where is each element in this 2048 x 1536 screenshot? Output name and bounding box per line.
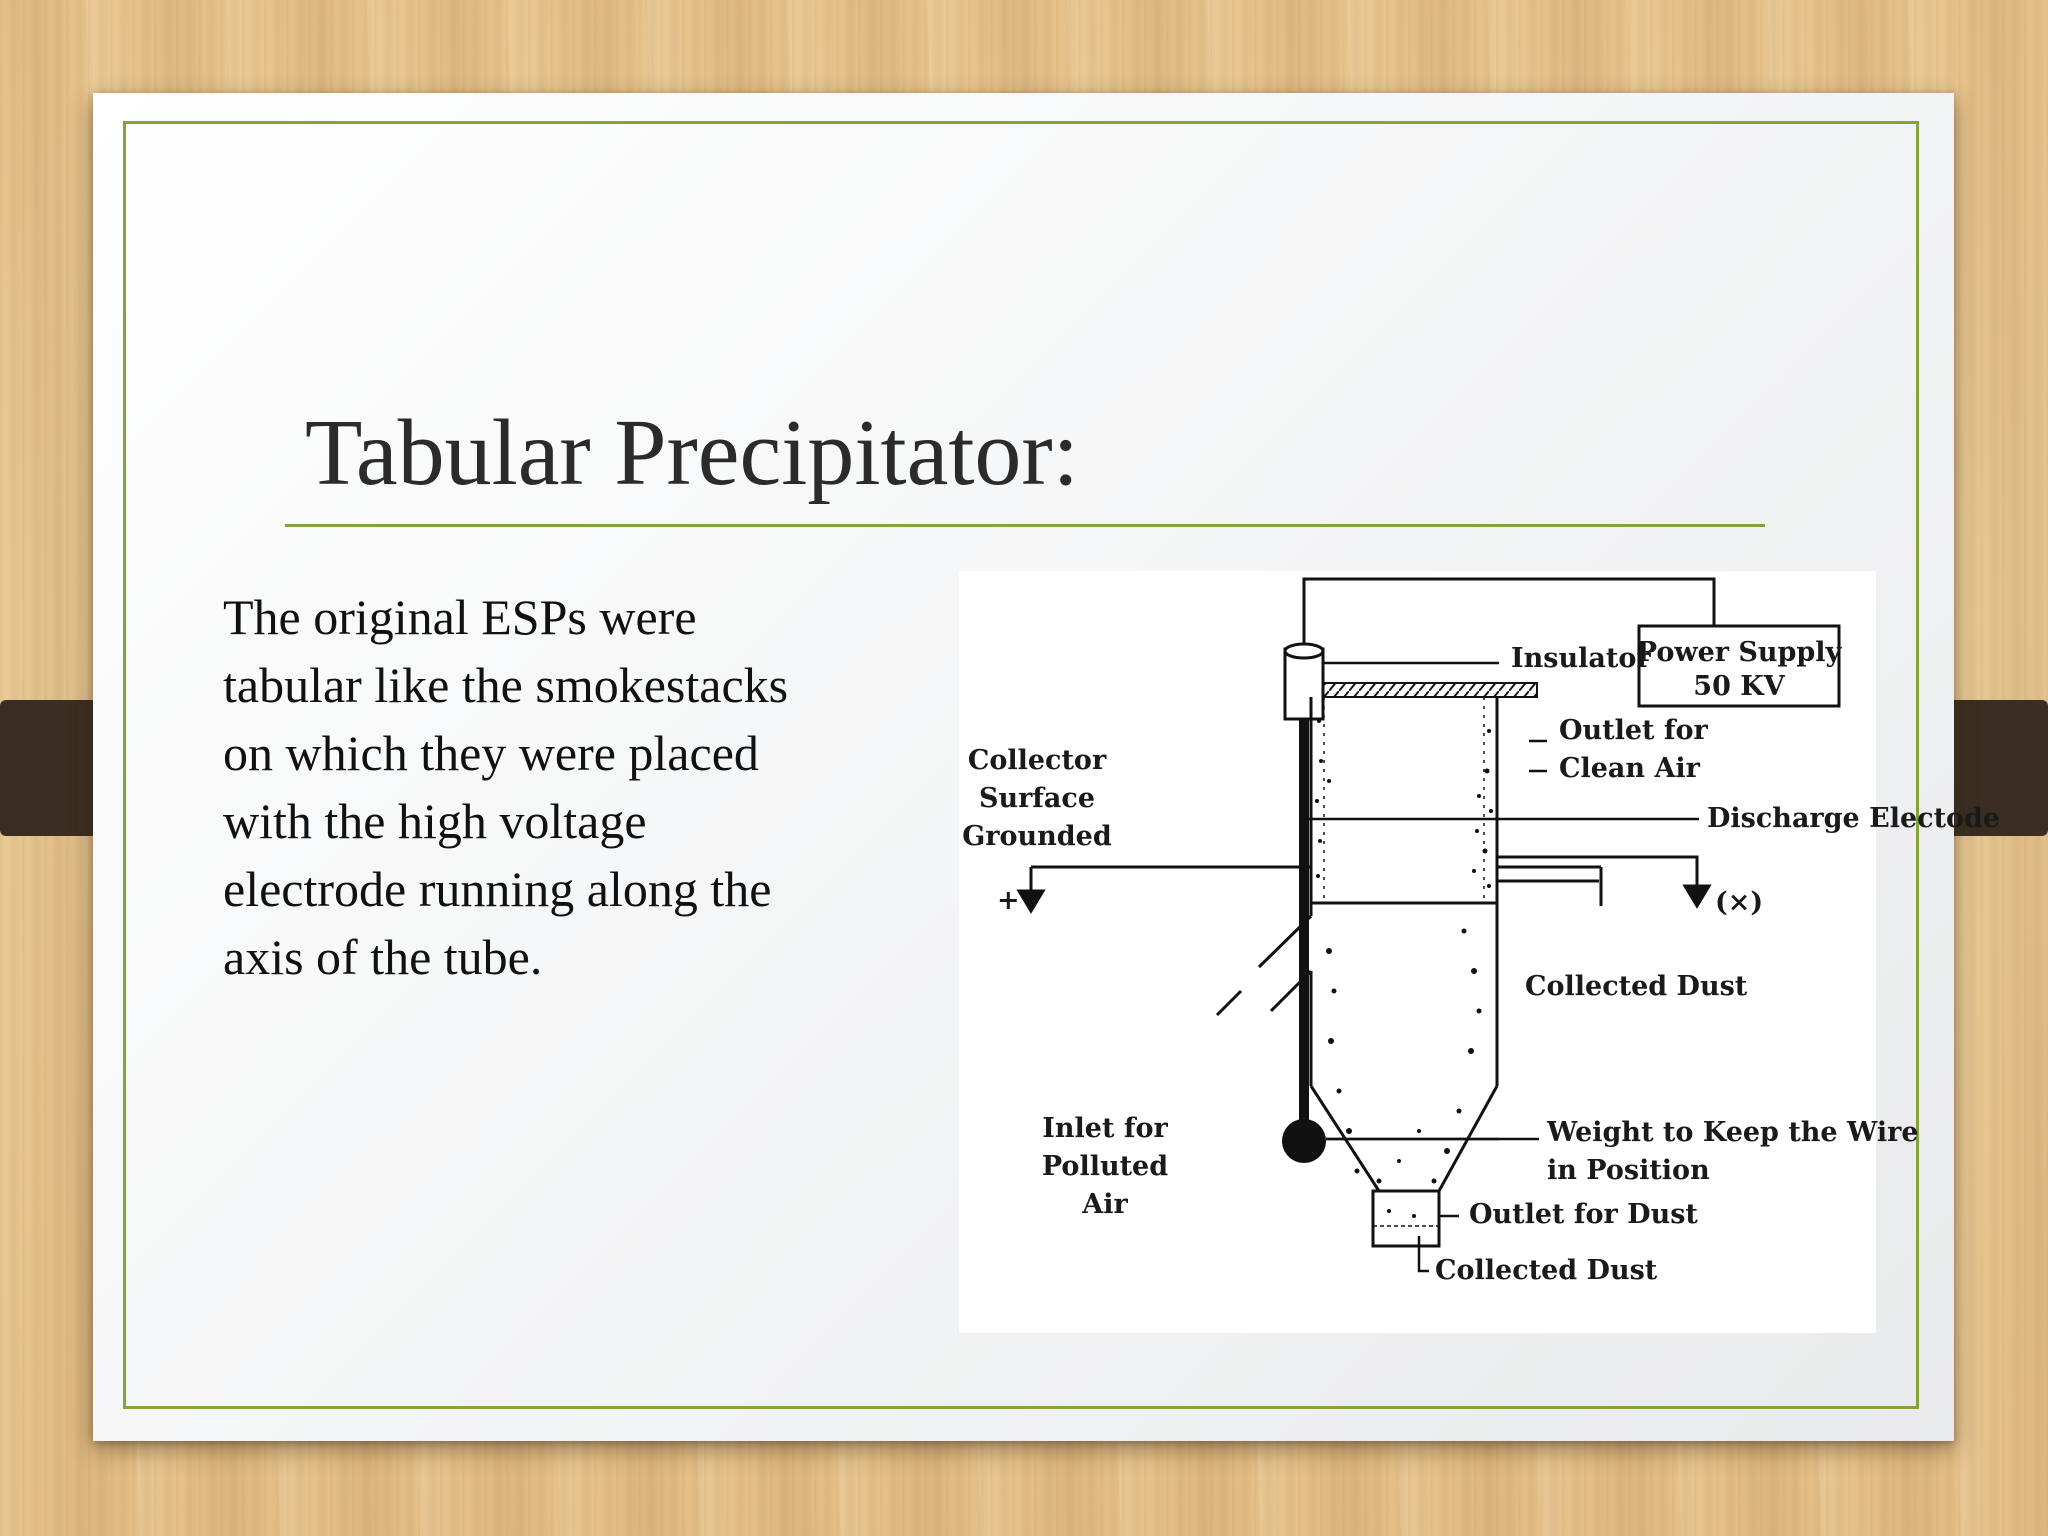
weight bbox=[1282, 1119, 1326, 1163]
label-insulator: Insulator bbox=[1511, 643, 1651, 674]
label-collector-line2: Surface bbox=[978, 783, 1096, 814]
label-inlet-line3: Air bbox=[1082, 1189, 1128, 1220]
power-supply-label-line1: Power Supply bbox=[1636, 637, 1842, 668]
inlet-pipe bbox=[1217, 916, 1311, 1086]
label-inlet-line2: Polluted bbox=[1041, 1151, 1169, 1182]
plus-sign: + bbox=[997, 885, 1020, 916]
label-collected-dust-lower: Collected Dust bbox=[1435, 1255, 1658, 1286]
label-inlet-line1: Inlet for bbox=[1042, 1113, 1168, 1144]
label-outlet-clean-line2: Clean Air bbox=[1559, 753, 1700, 784]
label-weight-line1: Weight to Keep the Wire bbox=[1547, 1117, 1919, 1148]
power-supply-label-line2: 50 KV bbox=[1693, 671, 1785, 702]
slide bbox=[93, 93, 2001, 1441]
title-underline bbox=[285, 524, 1765, 527]
slide-body-text: The original ESPs were tabular like the smokestacks on which they were placed with the high voltage electrode running along the axis of the tube. bbox=[223, 589, 789, 985]
label-outlet-dust: Outlet for Dust bbox=[1469, 1199, 1698, 1230]
label-outlet-clean-line1: Outlet for bbox=[1559, 715, 1708, 746]
ground-symbol-right bbox=[1497, 857, 1709, 906]
label-weight-line2: in Position bbox=[1547, 1155, 1710, 1186]
ground-symbol-left bbox=[1019, 867, 1311, 911]
hopper bbox=[1311, 903, 1497, 1246]
label-collector-line1: Collector bbox=[967, 745, 1107, 776]
label-discharge-electrode: Discharge Electode bbox=[1707, 803, 2001, 834]
slide-title: Tabular Precipitator: bbox=[305, 401, 1079, 505]
minus-sign: (×) bbox=[1715, 887, 1764, 918]
collector-tube bbox=[1311, 697, 1497, 903]
precipitator-diagram bbox=[959, 571, 2001, 1333]
label-collector-line3: Grounded bbox=[962, 821, 1112, 852]
diagram-svg bbox=[959, 571, 2001, 1333]
insulator bbox=[1285, 644, 1323, 719]
label-collected-dust-upper: Collected Dust bbox=[1525, 971, 1748, 1002]
top-plate bbox=[1299, 683, 1537, 697]
